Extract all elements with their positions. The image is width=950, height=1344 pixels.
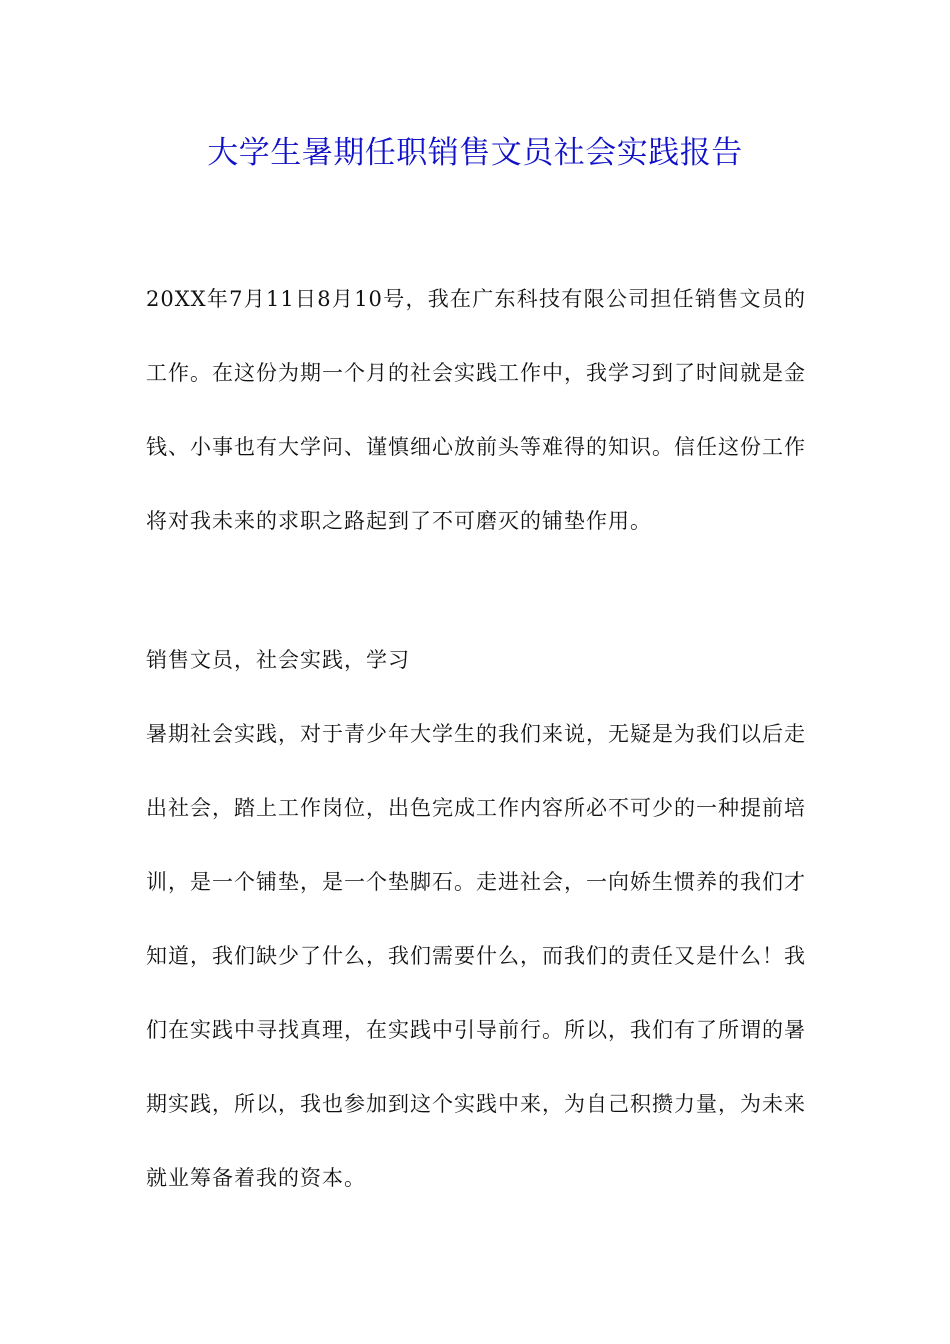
body-paragraph: 暑期社会实践，对于青少年大学生的我们来说，无疑是为我们以后走出社会，踏上工作岗位，出色完成工作内容所必不可少的一种提前培训，是一个铺垫，是一个垫脚石。走进社会，一向娇生惯养的我们才知道，我们缺少了什么，我们需要什么，而我们的责任又是什么！我们在实践中寻找真理，在实践中引导前行。所以，我们有了所谓的暑期实践，所以，我也参加到这个实践中来，为自己积攒力量，为未来就业筹备着我的资本。 — [146, 722, 806, 1190]
document-title: 大学生暑期任职销售文员社会实践报告 — [207, 135, 743, 171]
keywords-line: 销售文员，社会实践，学习 — [146, 648, 410, 672]
abstract-paragraph: 20XX年7月11日8月10号，我在广东科技有限公司担任销售文员的工作。在这份为期一个月的社会实践工作中，我学习到了时间就是金钱、小事也有大学问、谨慎细心放前头等难得的知识。信任这份工作将对我未来的求职之路起到了不可磨灭的铺垫作用。 — [146, 287, 806, 533]
